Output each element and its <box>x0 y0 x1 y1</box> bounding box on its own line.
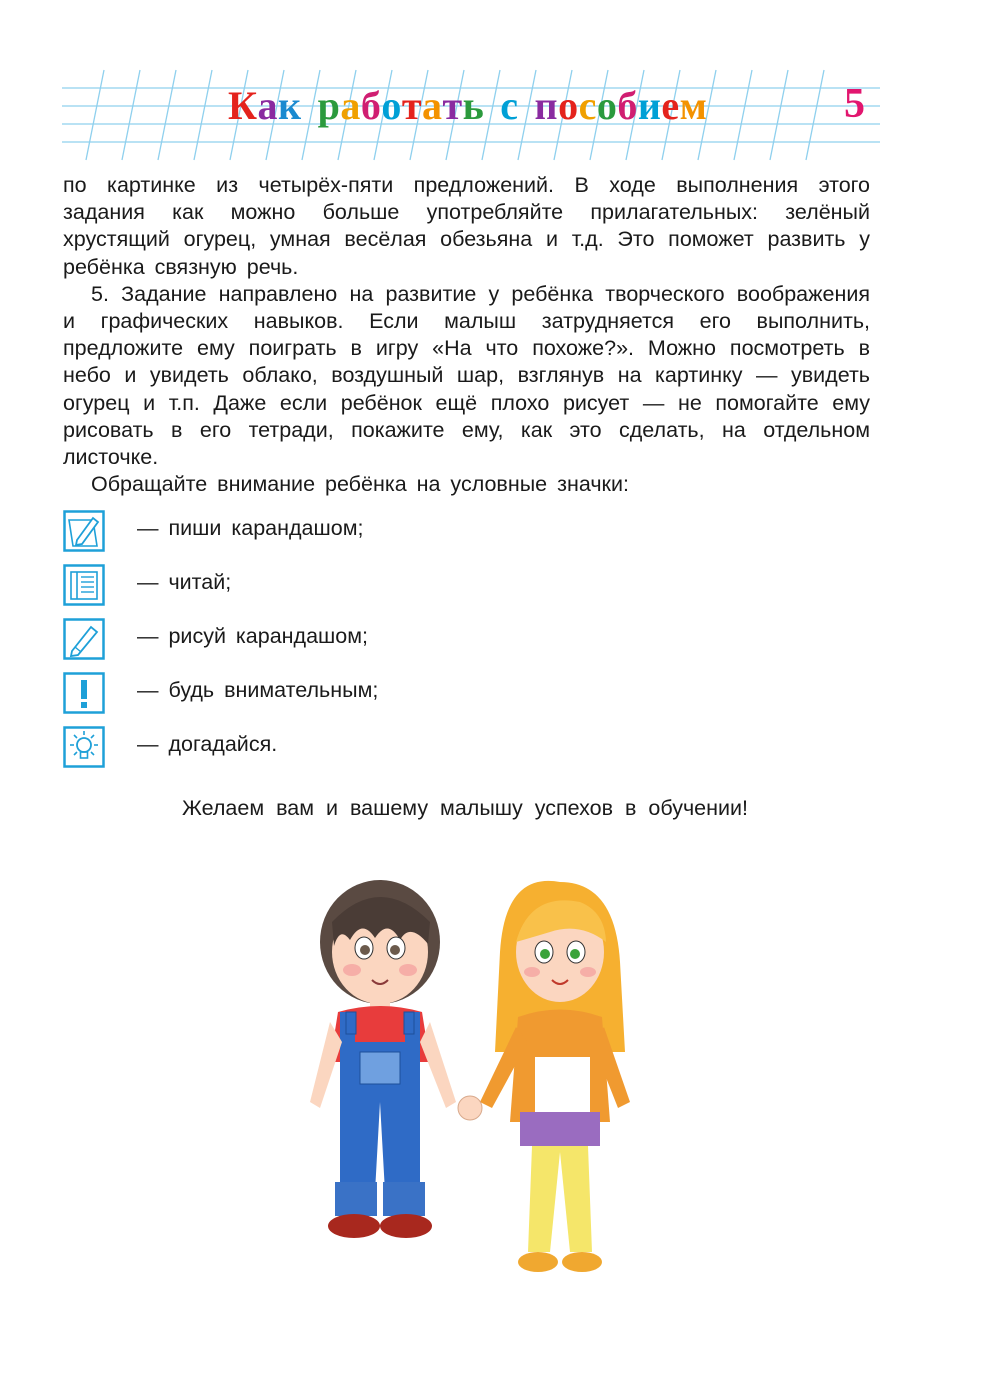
legend-label: — догадайся. <box>137 732 278 756</box>
lightbulb-icon <box>63 726 105 768</box>
legend-label: — рисуй карандашом; <box>137 624 369 648</box>
page-title <box>228 82 707 129</box>
legend-item <box>63 508 663 562</box>
paragraph: 5. Задание направлено на развитие у ребёнка творческого воображения и графических навыков. Если малыш затрудняется его выполнить, предложите ему поиграть в игру «На что похоже?». Можно посмотреть в небо и увидеть облако, воздушный шар, взглянув на картинку — увидеть огурец и т.п. Даже если ребёнок ещё плохо рисует — не помогайте ему рисовать в его тетради, покажите ему, как это сделать, на отдельном листочке. <box>63 281 870 470</box>
exclamation-icon <box>63 672 105 714</box>
title-word: работать <box>317 83 485 128</box>
paragraph: Обращайте внимание ребёнка на условные значки: <box>91 472 629 497</box>
book-read-icon <box>63 564 105 606</box>
legend-item <box>63 562 663 616</box>
legend-item <box>63 670 663 724</box>
title-word: с <box>500 83 519 128</box>
legend-item <box>63 724 663 778</box>
boy-figure <box>310 880 456 1238</box>
write-pencil-icon <box>63 510 105 552</box>
legend-label: — будь внимательным; <box>137 678 379 702</box>
girl-figure <box>480 881 630 1272</box>
legend-label: — пиши карандашом; <box>137 516 364 540</box>
title-word: Как <box>228 83 302 128</box>
legend-item <box>63 616 663 670</box>
icon-legend <box>63 508 663 778</box>
page-header <box>0 0 1000 170</box>
legend-label: — читай; <box>137 570 232 594</box>
draw-pencil-icon <box>63 618 105 660</box>
children-illustration <box>280 852 660 1292</box>
paragraph: по картинке из четырёх-пяти предложений. В ходе выполнения этого задания как можно больше употребляйте прилагательных: зелёный хрустящий огурец, умная весёлая обезьяна и т.д. Это поможет развить у ребёнка связную речь. <box>63 173 870 279</box>
title-word: пособием <box>534 83 708 128</box>
closing-wish: Желаем вам и вашему малышу успехов в обучении! <box>182 796 748 820</box>
page-number: 5 <box>844 81 865 127</box>
body-text <box>63 172 870 498</box>
